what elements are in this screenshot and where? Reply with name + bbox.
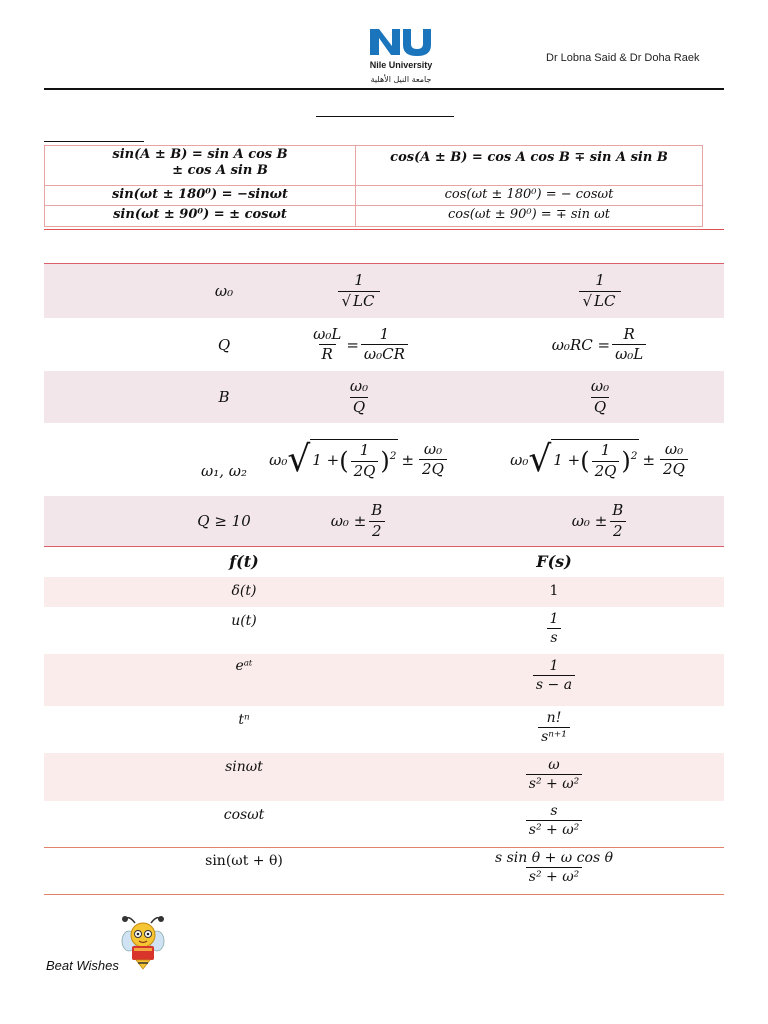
numerator: 1 — [379, 324, 390, 343]
denominator: s² + ω² — [526, 820, 582, 838]
identity-sin-sum-b: ± cos A sin B — [172, 163, 268, 178]
parallel-q — [500, 318, 700, 371]
row-label: Q ≥ 10 — [197, 512, 251, 530]
nile-university-logo — [366, 25, 436, 87]
time-function: tⁿ — [238, 712, 250, 728]
exponent: 2 — [389, 450, 397, 462]
parallel-cutoff — [500, 423, 700, 496]
numerator: 1 — [600, 441, 611, 460]
author-names: Dr Lobna Said & Dr Doha Raek — [546, 52, 700, 64]
numerator: ω₀ — [423, 439, 443, 458]
laplace-table — [44, 546, 724, 894]
denominator: s — [547, 628, 560, 646]
parallel-approx — [500, 496, 700, 546]
resonance-row — [44, 371, 724, 423]
denominator: 2Q — [419, 459, 447, 478]
parallel-bw — [500, 371, 700, 423]
laplace-row — [44, 607, 724, 654]
row-label: ω₁, ω₂ — [200, 461, 248, 480]
identity-sin-180: sin(ωt ± 180⁰) = −sinωt — [45, 186, 356, 206]
numerator: 1 — [359, 441, 370, 460]
numerator: ω₀ — [349, 377, 369, 396]
time-function: cosωt — [223, 807, 265, 823]
section-underline — [44, 141, 144, 142]
sqrt-sign: √ — [582, 291, 593, 310]
denominator: 2Q — [351, 461, 379, 480]
denominator: R — [319, 344, 336, 363]
denominator: ω₀CR — [361, 344, 408, 363]
w0-factor: ω₀ — [269, 450, 288, 469]
numerator: R — [623, 324, 635, 343]
trig-bottom-rule — [44, 229, 724, 230]
resonance-row — [44, 264, 724, 318]
identity-sin-90: sin(ωt ± 90⁰) = ± cosωt — [45, 206, 356, 227]
numerator: ω₀ — [664, 439, 684, 458]
approx-lhs: ω₀ ± — [330, 512, 367, 530]
denominator: ω₀L — [612, 344, 646, 363]
row-label: B — [218, 388, 230, 406]
numerator: s — [550, 803, 558, 819]
transform — [464, 803, 644, 838]
numerator: n! — [546, 710, 562, 726]
svg-text:Nile University: Nile University — [369, 60, 433, 70]
title-underline — [316, 116, 454, 117]
header-f-of-t: f(t) — [229, 552, 259, 571]
parallel-w0 — [500, 264, 700, 318]
bee-mascot-icon — [121, 913, 165, 971]
q-lhs: ω₀RC = — [551, 335, 611, 354]
sqrt-sign: √ — [528, 438, 552, 480]
transform — [464, 757, 644, 792]
series-bw — [259, 371, 459, 423]
one-plus: 1 + — [312, 451, 340, 469]
transform — [464, 611, 644, 646]
trig-row — [45, 186, 703, 206]
series-cutoff — [259, 423, 459, 496]
laplace-row — [44, 577, 724, 607]
numerator: ω — [548, 757, 560, 773]
trig-row — [45, 146, 703, 186]
row-label: ω₀ — [214, 282, 234, 300]
time-function: sinωt — [225, 759, 263, 775]
time-function: δ(t) — [231, 583, 257, 599]
identity-sin-sum-a: sin(A ± B) = sin A cos B — [112, 147, 288, 162]
resonance-row — [44, 496, 724, 546]
numerator: 1 — [549, 611, 559, 627]
resonance-table — [44, 263, 724, 547]
denominator: sⁿ⁺¹ — [538, 727, 570, 745]
numerator: B — [612, 501, 624, 520]
laplace-row — [44, 801, 724, 847]
series-approx — [259, 496, 459, 546]
header-divider — [44, 88, 724, 90]
denominator: s² + ω² — [526, 867, 582, 885]
laplace-row — [44, 706, 724, 753]
time-function: eᵃᵗ — [235, 658, 253, 674]
numerator: B — [371, 501, 383, 520]
numerator: ω₀L — [313, 324, 342, 343]
denominator: 2 — [369, 521, 385, 540]
equals-sign: = — [346, 335, 359, 354]
w0-factor: ω₀ — [510, 450, 529, 469]
resonance-row — [44, 318, 724, 371]
transform: 1 — [549, 583, 559, 599]
series-q — [259, 318, 459, 371]
identity-cos-180: cos(ωt ± 180⁰) = − cosωt — [356, 186, 703, 206]
denominator: 2Q — [660, 459, 688, 478]
sqrt-sign: √ — [287, 438, 311, 480]
closing-note: Beat Wishes — [46, 958, 119, 973]
one-plus: 1 + — [553, 451, 581, 469]
table-bottom-rule — [44, 894, 724, 895]
trig-row — [45, 206, 703, 227]
numerator: s sin θ + ω cos θ — [494, 850, 614, 866]
radicand: 1 +( $\frac{1}{2Q}$ )$^2$ — [312, 441, 397, 480]
identity-cos-sum: cos(A ± B) = cos A cos B ∓ sin A sin B — [356, 146, 703, 186]
trig-identities-table — [44, 145, 703, 227]
svg-text:جامعة النيل الأهلية: جامعة النيل الأهلية — [370, 75, 432, 84]
numerator: 1 — [354, 271, 364, 290]
time-function: u(t) — [231, 613, 257, 629]
transform — [464, 710, 644, 745]
header-f-of-s: F(s) — [536, 552, 572, 571]
resonance-row — [44, 423, 724, 496]
denominator: 2Q — [592, 461, 620, 480]
denominator: LC — [594, 291, 616, 310]
trig-cell — [45, 146, 356, 186]
transform — [444, 850, 664, 885]
plus-minus: ± — [642, 450, 656, 469]
numerator: ω₀ — [590, 377, 610, 396]
identity-cos-90: cos(ωt ± 90⁰) = ∓ sin ωt — [356, 206, 703, 227]
denominator: 2 — [610, 521, 626, 540]
laplace-row — [44, 654, 724, 706]
laplace-row — [44, 847, 724, 894]
denominator: LC — [353, 291, 375, 310]
denominator: s² + ω² — [526, 774, 582, 792]
numerator: 1 — [595, 271, 605, 290]
approx-lhs: ω₀ ± — [571, 512, 608, 530]
exponent: 2 — [630, 450, 638, 462]
laplace-header-row — [44, 546, 724, 577]
denominator: Q — [350, 397, 368, 416]
denominator: s − a — [533, 675, 575, 693]
transform — [464, 658, 644, 693]
plus-minus: ± — [401, 450, 415, 469]
series-w0 — [259, 264, 459, 318]
row-label: Q — [217, 335, 231, 354]
radicand: 1 +( $\frac{1}{2Q}$ )$^2$ — [553, 441, 638, 480]
laplace-row — [44, 753, 724, 801]
sqrt-sign: √ — [341, 291, 352, 310]
denominator: Q — [591, 397, 609, 416]
numerator: 1 — [549, 658, 559, 674]
time-function: sin(ωt + θ) — [205, 853, 283, 869]
